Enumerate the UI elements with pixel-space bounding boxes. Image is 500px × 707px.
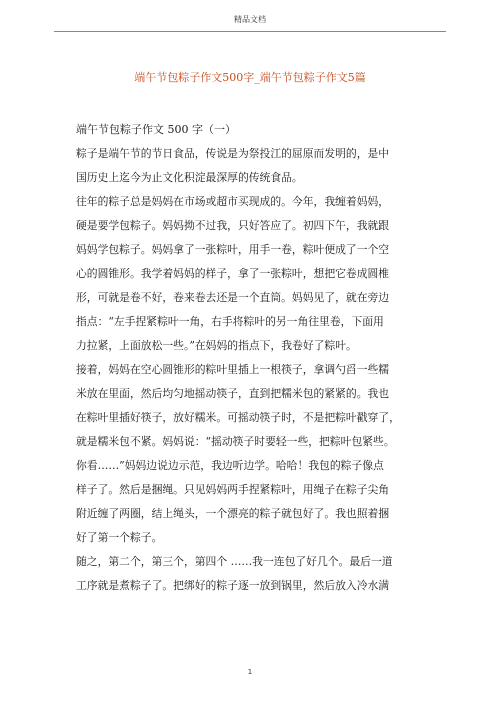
header-divider <box>54 31 446 32</box>
text-line: 附近缠了两圈，结上绳头，一个漂亮的粽子就包好了。我也照着捆 <box>76 507 390 520</box>
text-line: 指点：“左手捏紧粽叶一角，右手将粽叶的另一角往里卷，下面用 <box>76 315 384 328</box>
text-line: 硬是要学包粽子。妈妈拗不过我，只好答应了。初四下午，我就跟 <box>76 219 390 232</box>
text-line: 米放在里面，然后均匀地摇动筷子，直到把糯米包的紧紧的。我也 <box>76 387 390 400</box>
text-line: 工序就是煮粽子了。把绑好的粽子逐一放到锅里，然后放入冷水满 <box>76 579 390 592</box>
text-line: 妈妈学包粽子。妈妈拿了一张粽叶，用手一卷，粽叶便成了一个空 <box>76 243 390 256</box>
text-line: 往年的粽子总是妈妈在市场或超市买现成的。今年，我缠着妈妈， <box>76 195 390 208</box>
text-line: 国历史上迄今为止文化积淀最深厚的传统食品。 <box>76 171 303 184</box>
document-title: 端午节包粽子作文500字_端午节包粽子作文5篇 <box>134 71 366 84</box>
text-line: 心的圆锥形。我学着妈妈的样子，拿了一张粽叶，想把它卷成圆椎 <box>76 267 390 280</box>
text-line: 形，可就是卷不好，卷来卷去还是一个直筒。妈妈见了，就在旁边 <box>76 291 390 304</box>
section-heading: 端午节包粽子作文 500 字（一） <box>76 123 236 136</box>
text-line: 接着，妈妈在空心圆锥形的粽叶里插上一根筷子，拿调勺舀一些糯 <box>76 363 390 376</box>
text-line: 随之，第二个，第三个，第四个 ……我一连包了好几个。最后一道 <box>76 555 393 568</box>
text-line: 样子了。然后是捆绳。只见妈妈两手捏紧粽叶，用绳子在粽子尖角 <box>76 483 390 496</box>
body-text <box>76 142 428 598</box>
page-header <box>0 0 500 40</box>
text-line: 就是糯米包不紧。妈妈说：“摇动筷子时要轻一些，把粽叶包紧些。 <box>76 435 395 448</box>
text-line: 好了第一个粽子。 <box>76 531 163 544</box>
text-line: 你看……”妈妈边说边示范，我边听边学。哈哈！我包的粽子像点 <box>76 459 384 472</box>
page-number: 1 <box>247 668 253 676</box>
text-line: 力拉紧，上面放松一些。”在妈妈的指点下，我卷好了粽叶。 <box>76 339 357 352</box>
header-text: 精品文档 <box>234 15 266 24</box>
text-line: 在粽叶里插好筷子，放好糯米。可摇动筷子时，不是把粽叶戳穿了， <box>76 411 400 424</box>
text-line: 粽子是端午节的节日食品，传说是为祭投江的屈原而发明的，是中 <box>76 147 390 160</box>
